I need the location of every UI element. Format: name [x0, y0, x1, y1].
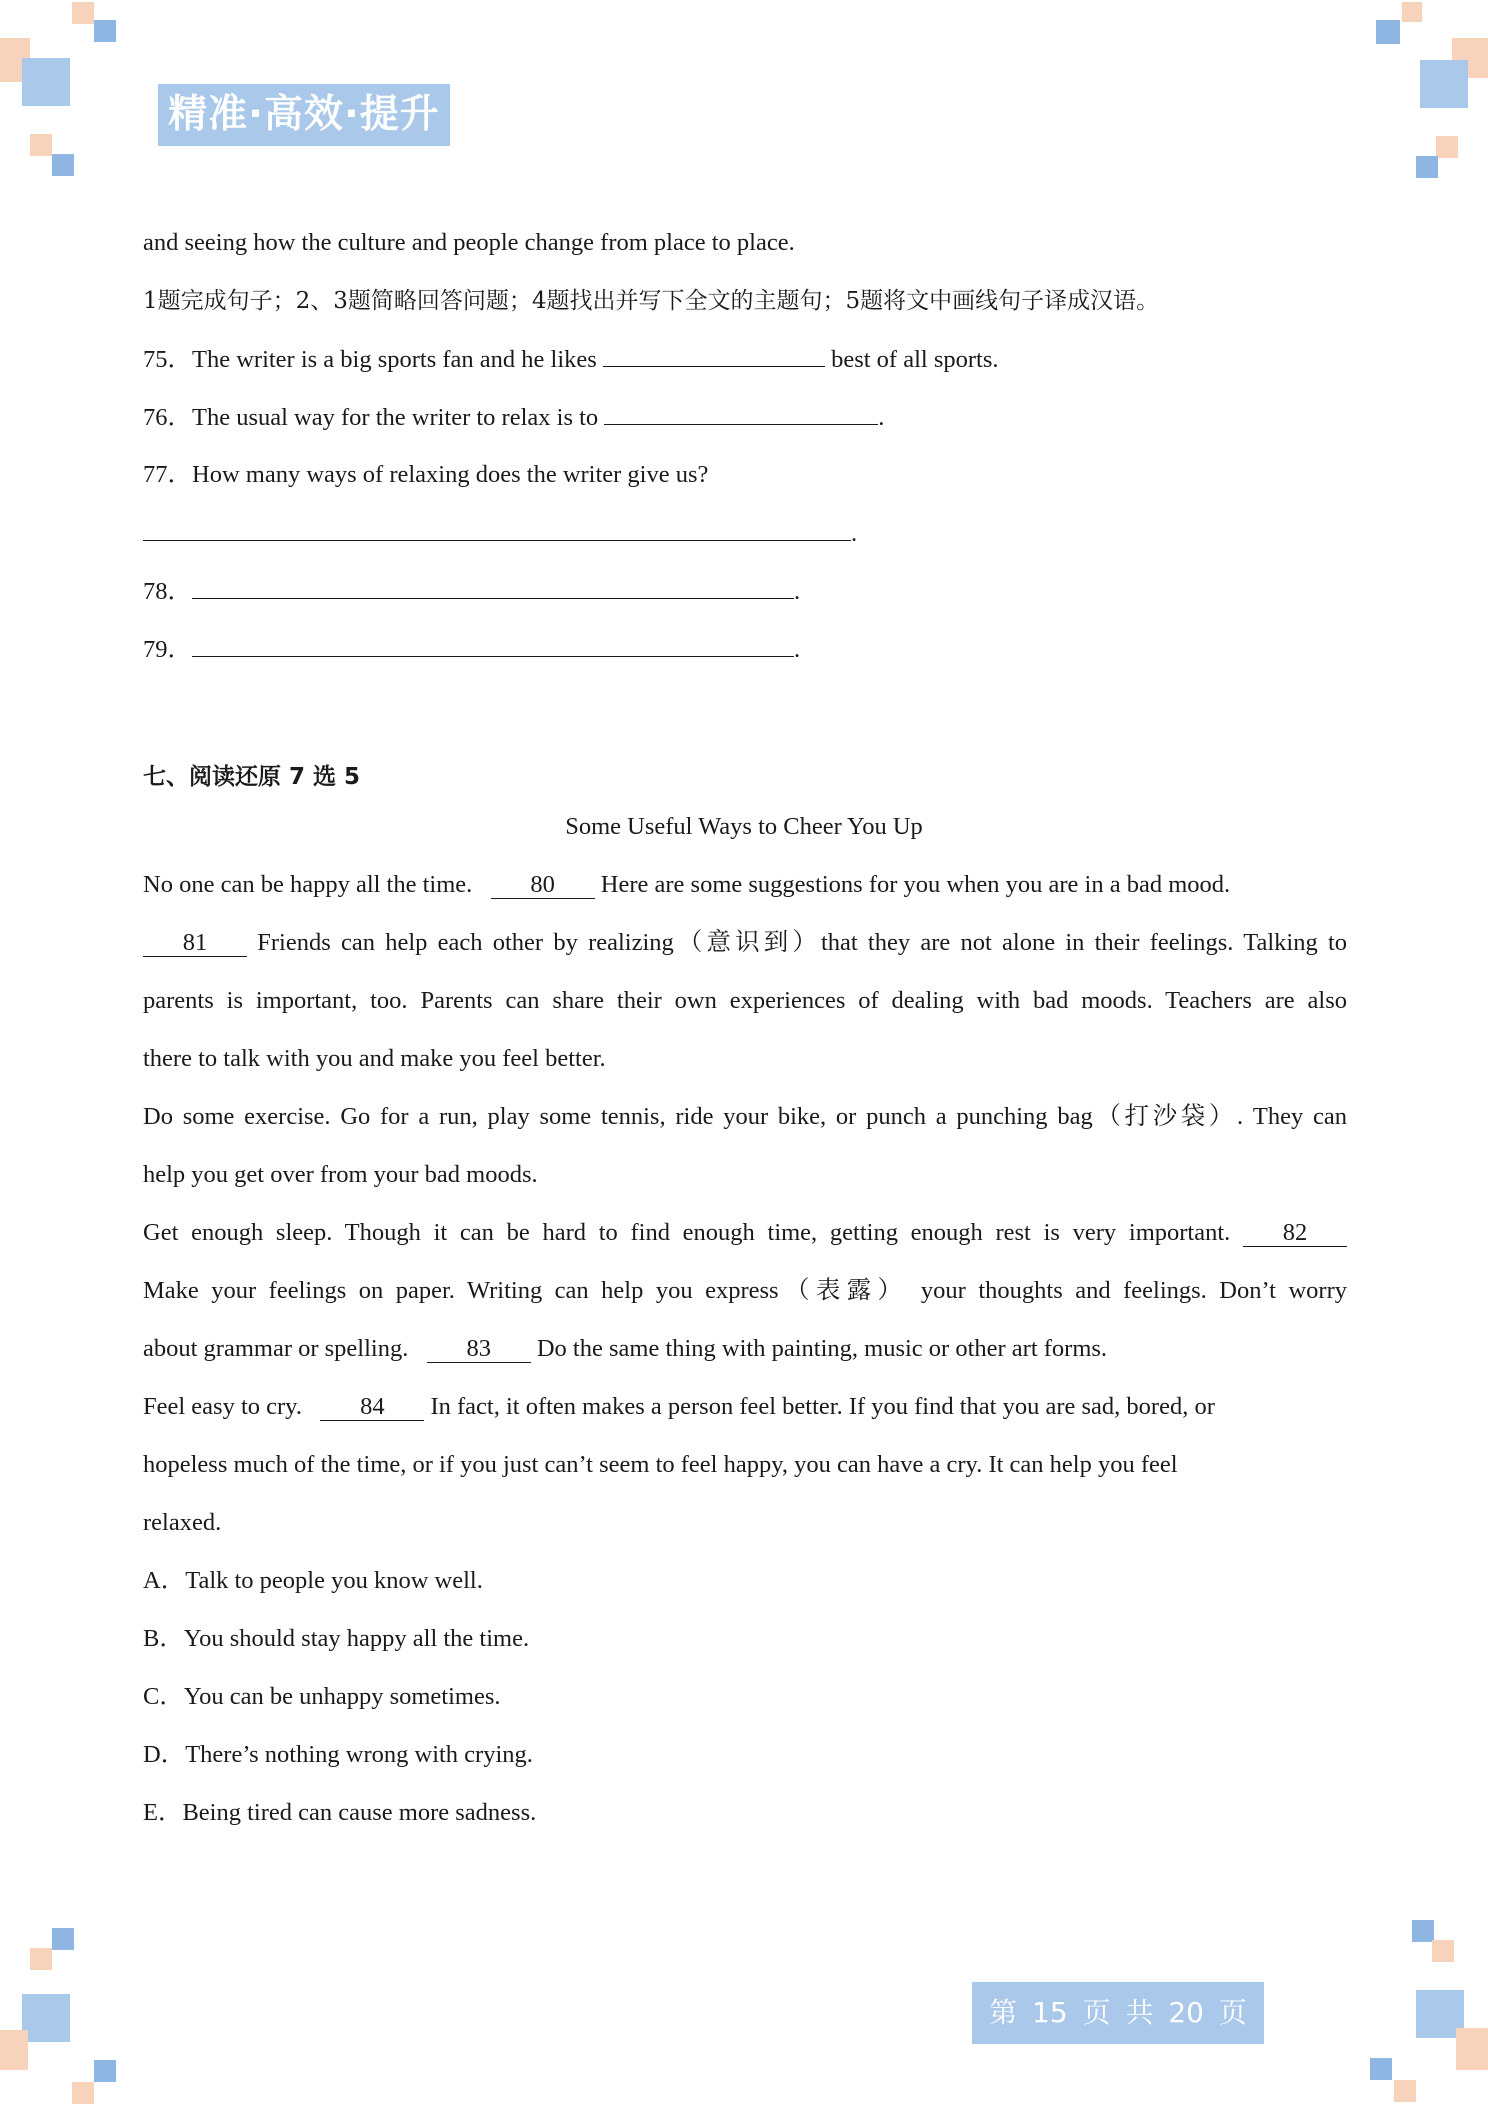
passage-text: Here are some suggestions for you when you are in a bad mood. — [600, 871, 1231, 898]
question-78-suffix: . — [794, 578, 801, 605]
option-a[interactable]: A．Talk to people you know well. — [143, 1567, 483, 1594]
passage-text: In fact, it often makes a person feel better. If you find that you are sad, bored, or — [430, 1393, 1215, 1420]
passage-line-12: relaxed. — [143, 1509, 222, 1536]
passage-line-9 — [143, 1334, 1107, 1364]
passage-line-6: help you get over from your bad moods. — [143, 1161, 538, 1188]
section-heading: 七、阅读还原 7 选 5 — [143, 764, 361, 790]
question-79-suffix: . — [794, 636, 801, 663]
option-b[interactable]: B．You should stay happy all the time. — [143, 1625, 530, 1652]
option-e[interactable]: E．Being tired can cause more sadness. — [143, 1799, 537, 1826]
answer-blank-79[interactable] — [192, 634, 794, 657]
question-77-suffix: . — [851, 520, 858, 547]
question-75-prefix: 75．The writer is a big sports fan and he likes — [143, 346, 597, 373]
passage-text: No one can be happy all the time. — [143, 871, 473, 898]
option-d[interactable]: D．There’s nothing wrong with crying. — [143, 1741, 533, 1768]
passage-title: Some Useful Ways to Cheer You Up — [565, 813, 923, 840]
passage-line-3: parents is important, too. Parents can share their own experiences of dealing with bad moods. Teachers are also — [143, 987, 1347, 1014]
passage-text: Do the same thing with painting, music or other art forms. — [536, 1335, 1108, 1362]
question-78 — [143, 576, 800, 607]
instructions: 1题完成句子；2、3题简略回答问题；4题找出并写下全文的主题句；5题将文中画线句子译成汉语。 — [143, 288, 1160, 314]
passage-text: Feel easy to cry. — [143, 1393, 302, 1420]
passage-text: about grammar or spelling. — [143, 1335, 409, 1362]
answer-blank-78[interactable] — [192, 576, 794, 599]
question-77-answer-line — [143, 518, 857, 549]
passage-line-10 — [143, 1392, 1215, 1422]
question-79 — [143, 634, 800, 665]
blank-84[interactable]: 84 — [320, 1394, 424, 1421]
question-76-suffix: . — [878, 404, 885, 431]
blank-81[interactable]: 81 — [143, 930, 247, 957]
passage-line-2 — [143, 928, 1347, 958]
question-76 — [143, 402, 884, 433]
question-76-prefix: 76．The usual way for the writer to relax is to — [143, 404, 599, 431]
answer-blank-77[interactable] — [143, 518, 851, 541]
passage-text: Get enough sleep. Though it can be hard to find enough time, getting enough rest is very important. — [143, 1219, 1231, 1246]
answer-blank-75[interactable] — [603, 344, 825, 367]
blank-80[interactable]: 80 — [491, 872, 595, 899]
passage-line-4: there to talk with you and make you feel better. — [143, 1045, 606, 1072]
answer-blank-76[interactable] — [604, 402, 878, 425]
option-c[interactable]: C．You can be unhappy sometimes. — [143, 1683, 501, 1710]
passage-line-1 — [143, 870, 1230, 900]
question-79-prefix: 79． — [143, 636, 192, 663]
blank-82[interactable]: 82 — [1243, 1220, 1347, 1247]
question-75 — [143, 344, 998, 375]
question-77: 77．How many ways of relaxing does the writer give us? — [143, 461, 709, 488]
question-78-prefix: 78． — [143, 578, 192, 605]
passage-text: Friends can help each other by realizing（意识到）that they are not alone in their feelings. Talking to — [257, 929, 1348, 956]
passage-line-5: Do some exercise. Go for a run, play some tennis, ride your bike, or punch a punching bag（打沙袋）. They can — [143, 1103, 1347, 1130]
passage-line-11: hopeless much of the time, or if you just can’t seem to feel happy, you can have a cry. It can help you feel — [143, 1451, 1178, 1478]
passage-line-7 — [143, 1218, 1347, 1248]
passage-continuation: and seeing how the culture and people change from place to place. — [143, 229, 795, 256]
header-banner: 精准·高效·提升 — [158, 84, 450, 146]
page-number-footer: 第 15 页 共 20 页 — [972, 1982, 1264, 2044]
question-75-suffix: best of all sports. — [831, 346, 999, 373]
blank-83[interactable]: 83 — [427, 1336, 531, 1363]
passage-line-8: Make your feelings on paper. Writing can help you express（表露） your thoughts and feelings. Don’t worry — [143, 1277, 1347, 1304]
